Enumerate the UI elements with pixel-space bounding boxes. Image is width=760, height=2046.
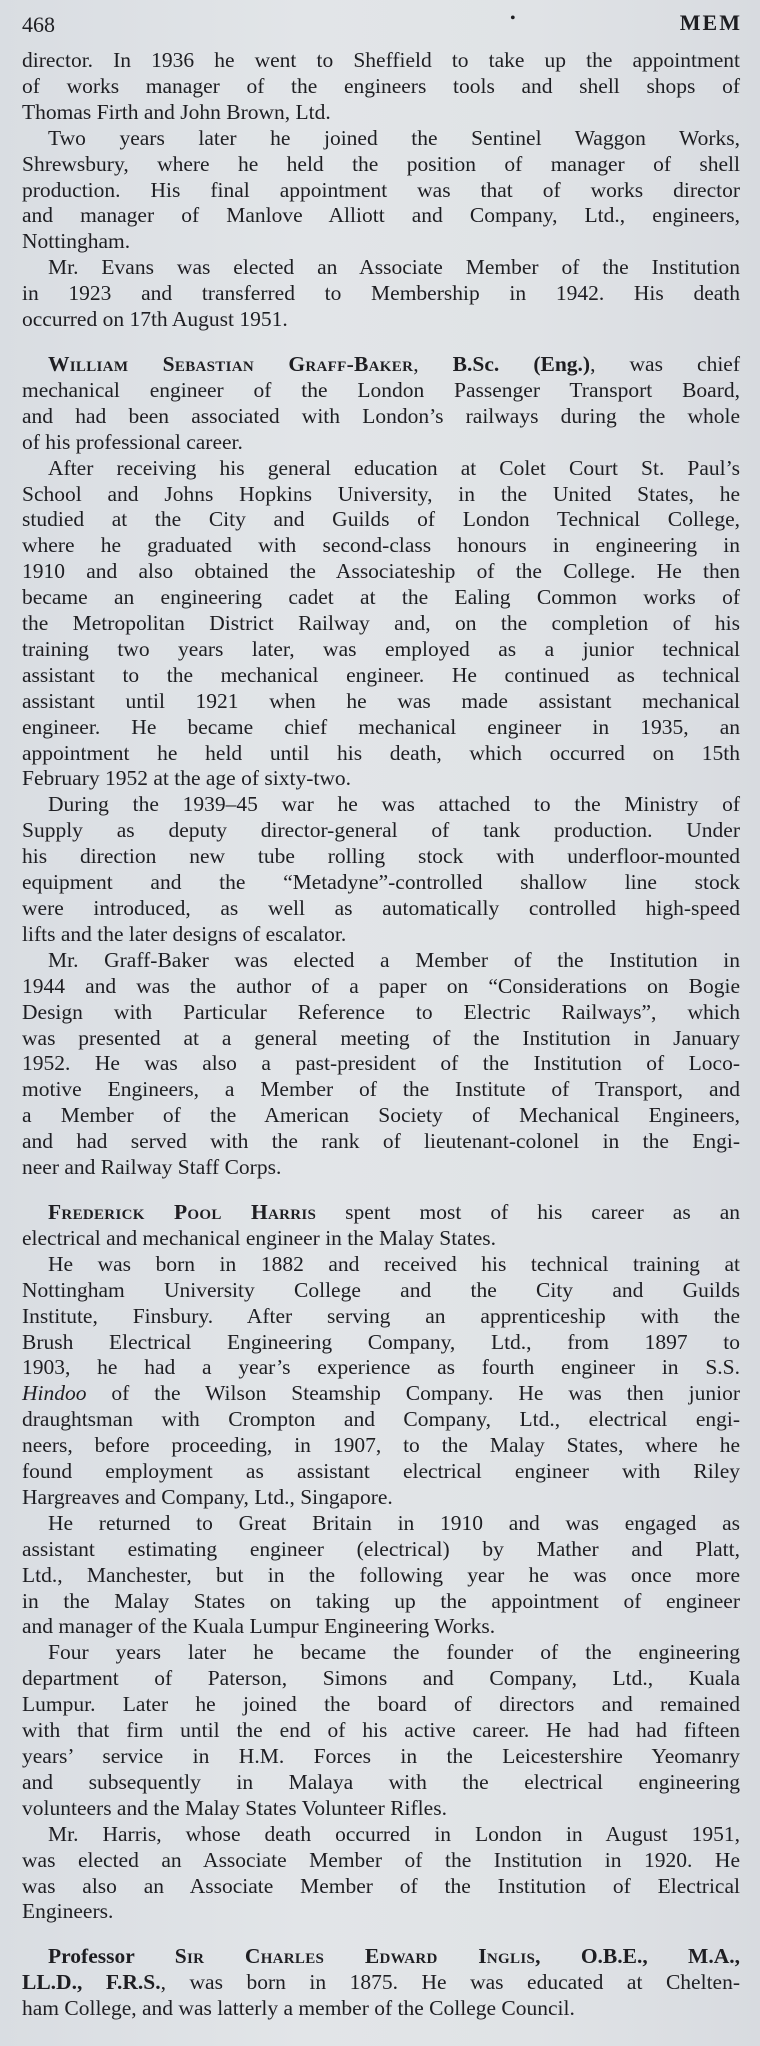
page-header (22, 6, 742, 42)
paragraph (22, 456, 740, 793)
text-segment: of the Wilson Steamship Company. He was then junior (86, 1381, 740, 1406)
text-line: motive Engineers, a Member of the Institute of Transport, and (22, 1077, 740, 1102)
text-line: and manager of Manlove Alliott and Company, Ltd., engineers, (22, 203, 740, 228)
text-line (22, 1200, 740, 1226)
text-line: and subsequently in Malaya with the electrical engineering (22, 1769, 740, 1794)
person-name: Sir Charles Edward Inglis (174, 1944, 536, 1969)
text-line: Hargreaves and Company, Ltd., Singapore. (22, 1484, 393, 1509)
text-line: production. His final appointment was that of works director (22, 177, 740, 202)
text-line: was presented at a general meeting of the Institution in January (22, 1025, 740, 1050)
graff-baker-obituary (22, 352, 740, 1181)
text-line: 1944 and was the author of a paper on “Considerations on Bogie (22, 973, 740, 998)
text-line: Thomas Firth and John Brown, Ltd. (22, 99, 331, 124)
text-segment: , was chief (590, 351, 740, 376)
text-line: Mr. Graff-Baker was elected a Member of the Institution in (48, 947, 740, 972)
paragraph (22, 1822, 740, 1926)
text-segment: , was born in 1875. He was educated at Chelten- (160, 1970, 740, 1995)
text-line: School and Johns Hopkins University, in the United States, he (22, 481, 740, 506)
text-segment: Professor (48, 1944, 175, 1969)
text-line: 1910 and also obtained the Associateship of the College. He then (22, 559, 740, 584)
text-line: was also an Associate Member of the Institution of Electrical (22, 1873, 740, 1898)
text-line: were introduced, as well as automatically controlled high-speed (22, 896, 740, 920)
text-line: Mr. Evans was elected an Associate Member of the Institution (48, 255, 740, 280)
text-line: Four years later he became the founder of the engineering (48, 1640, 740, 1665)
paragraph (22, 126, 740, 256)
text-line: a Member of the American Society of Mechanical Engineers, (22, 1103, 740, 1128)
text-line: Design with Particular Reference to Electric Railways”, which (22, 999, 740, 1024)
text-line: of works manager of the engineers tools and shell shops of (22, 73, 740, 98)
text-line: Supply as deputy director-general of tank production. Under (22, 818, 740, 843)
text-line: the Metropolitan District Railway and, on the completion of his (22, 611, 740, 636)
text-line: with that firm until the end of his active career. He had had fifteen (22, 1718, 740, 1743)
text-line: occurred on 17th August 1951. (22, 307, 288, 332)
text-line: Two years later he joined the Sentinel Waggon Works, (48, 125, 740, 150)
harris-obituary (22, 1200, 740, 1925)
text-line (22, 1944, 740, 1970)
text-line: 1952. He was also a past-president of the Institution of Loco- (22, 1051, 740, 1076)
paragraph (22, 352, 740, 456)
text-line: assistant until 1921 when he was made assistant mechanical (22, 688, 740, 713)
text-line: Nottingham University College and the City and Guilds (22, 1277, 740, 1302)
paragraph (22, 1200, 740, 1252)
text-line: Mr. Harris, whose death occurred in London in August 1951, (48, 1821, 740, 1846)
text-line: draughtsman with Crompton and Company, Ltd., electrical engi- (22, 1407, 740, 1432)
text-line: years’ service in H.M. Forces in the Leicestershire Yeomanry (22, 1744, 740, 1768)
text-line: and had been associated with London’s railways during the whole (22, 403, 740, 428)
text-line: appointment he held until his death, which occurred on 15th (22, 740, 740, 765)
text-line: During the 1939–45 war he was attached to the Ministry of (48, 792, 740, 817)
text-line: his direction new tube rolling stock with underfloor-mounted (22, 844, 740, 869)
text-line: Shrewsbury, where he held the position of manager of shell (22, 151, 740, 176)
text-line: director. In 1936 he went to Sheffield to take up the appointment (22, 48, 740, 72)
text-line: assistant estimating engineer (electrical) by Mather and Platt, (22, 1536, 740, 1561)
text-line: lifts and the later designs of escalator. (22, 921, 347, 946)
text-line: of his professional career. (22, 429, 243, 454)
text-line: He returned to Great Britain in 1910 and was engaged as (48, 1510, 740, 1535)
text-line: February 1952 at the age of sixty-two. (22, 766, 351, 791)
text-line: engineer. He became chief mechanical engineer in 1935, an (22, 714, 740, 739)
text-line: neer and Railway Staff Corps. (22, 1155, 282, 1180)
text-line (22, 352, 740, 378)
header-dot: • (510, 10, 516, 27)
text-line: in the Malay States on taking up the appointment of engineer (22, 1588, 740, 1613)
text-line: found employment as assistant electrical engineer with Riley (22, 1459, 740, 1484)
text-line: He was born in 1882 and received his technical training at (48, 1251, 740, 1276)
text-line: training two years later, was employed as a junior technical (22, 636, 740, 661)
text-line: assistant to the mechanical engineer. He continued as technical (22, 662, 740, 687)
text-line: After receiving his general education at Colet Court St. Paul’s (48, 455, 740, 480)
text-line (22, 1381, 740, 1407)
text-line: neers, before proceeding, in 1907, to the Malay States, where he (22, 1433, 740, 1458)
text-line: studied at the City and Guilds of London Technical College, (22, 507, 740, 532)
page-body (22, 48, 740, 2041)
evans-obituary-end (22, 48, 740, 333)
text-line: department of Paterson, Simons and Company, Ltd., Kuala (22, 1666, 740, 1691)
text-line: Brush Electrical Engineering Company, Ltd., from 1897 to (22, 1329, 740, 1354)
text-segment: , O.B.E., M.A., (535, 1944, 740, 1969)
paragraph (22, 792, 740, 947)
inglis-obituary (22, 1944, 740, 2022)
text-line: Lumpur. Later he joined the board of directors and remained (22, 1692, 740, 1717)
paragraph (22, 948, 740, 1181)
text-line: Ltd., Manchester, but in the following year he was once more (22, 1562, 740, 1587)
text-line: and manager of the Kuala Lumpur Engineering Works. (22, 1614, 496, 1639)
person-name: Frederick Pool Harris (48, 1199, 317, 1224)
text-line: Engineers. (22, 1899, 114, 1924)
text-line: in 1923 and transferred to Membership in 1942. His death (22, 281, 740, 306)
text-line: 1903, he had a year’s experience as fourth engineer in S.S. (22, 1355, 740, 1380)
person-name: William Sebastian Graff-Baker (48, 351, 414, 376)
paragraph (22, 1944, 740, 2022)
text-line: equipment and the “Metadyne”-controlled shallow line stock (22, 870, 740, 895)
text-line: volunteers and the Malay States Volunteer Rifles. (22, 1795, 447, 1820)
text-line: mechanical engineer of the London Passenger Transport Board, (22, 377, 740, 402)
text-segment: spent most of his career as an (316, 1199, 740, 1224)
text-line: Institute, Finsbury. After serving an apprenticeship with the (22, 1303, 740, 1328)
paragraph (22, 1252, 740, 1511)
paragraph (22, 255, 740, 333)
page-number: 468 (22, 12, 55, 37)
text-line: Nottingham. (22, 229, 131, 254)
text-segment: B.Sc. (Eng.) (452, 351, 591, 376)
text-line: became an engineering cadet at the Ealing Common works of (22, 585, 740, 610)
text-line: and had served with the rank of lieutenant-colonel in the Engi- (22, 1129, 740, 1154)
paragraph (22, 1511, 740, 1641)
text-line: ham College, and was latterly a member of the College Council. (22, 1996, 575, 2021)
text-line (22, 1970, 740, 1996)
text-line: was elected an Associate Member of the Institution in 1920. He (22, 1847, 740, 1872)
text-segment: LL.D., F.R.S. (22, 1970, 161, 1995)
running-head: MEM (679, 10, 742, 35)
text-line: electrical and mechanical engineer in the Malay States. (22, 1225, 496, 1250)
paragraph (22, 1640, 740, 1821)
text-segment: , (413, 351, 453, 376)
ship-name: Hindoo (22, 1381, 87, 1406)
paragraph (22, 48, 740, 126)
text-line: where he graduated with second-class honours in engineering in (22, 533, 740, 558)
